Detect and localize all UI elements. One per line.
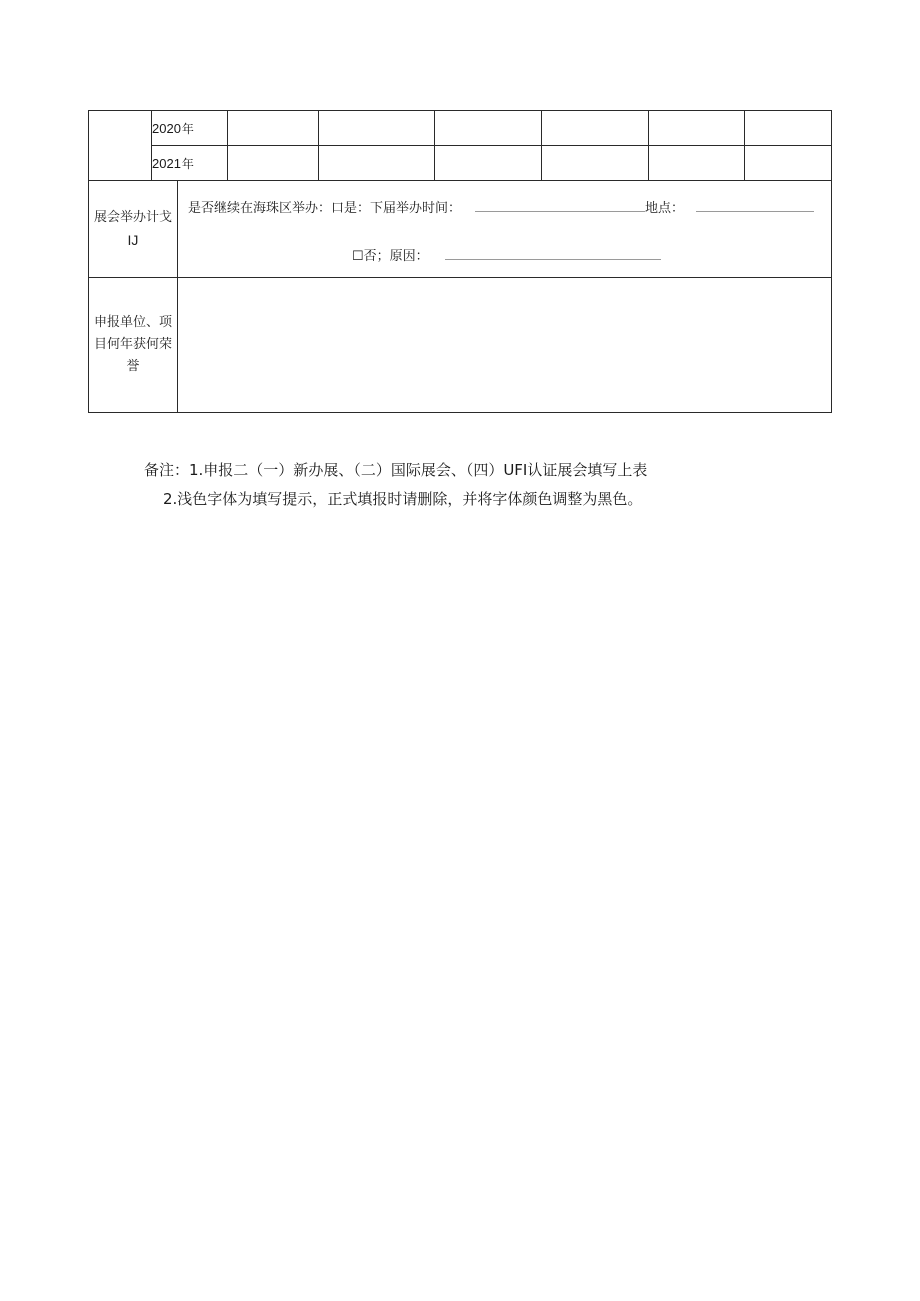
table-cell[interactable]: [745, 111, 832, 146]
year-cell-2020: [152, 111, 228, 146]
table-cell[interactable]: [649, 111, 745, 146]
no-option-text: ☐否；原因：: [352, 249, 429, 264]
table-cell[interactable]: [228, 111, 319, 146]
honor-label-line1: 申报单位、项: [93, 315, 172, 330]
year-group-label-cell: [89, 111, 152, 181]
notes-block: [144, 456, 647, 514]
exhibition-form-table: [88, 110, 832, 413]
honor-content-cell[interactable]: [178, 278, 832, 413]
plan-label-line1: 展会举办计戈: [93, 210, 172, 225]
year-value: 2020: [152, 120, 181, 136]
honor-label-line2: 目何年获何荣: [93, 337, 172, 352]
plan-question-text: 是否继续在海珠区举办：口是：下届举办时间：: [188, 201, 462, 216]
table-cell[interactable]: [745, 146, 832, 181]
reason-blank[interactable]: [445, 247, 661, 260]
plan-content-cell: [178, 181, 832, 278]
table-cell[interactable]: [228, 146, 319, 181]
year-suffix: 年: [181, 156, 194, 171]
honor-label-line3: 誉: [126, 359, 140, 374]
plan-label-line2: IJ: [127, 232, 139, 248]
note-line-2: 2.浅色字体为填写提示，正式填报时请删除，并将字体颜色调整为黑色。: [163, 490, 643, 508]
table-cell[interactable]: [435, 146, 542, 181]
honor-row: [89, 278, 832, 413]
plan-row: [89, 181, 832, 278]
note-line-1: 备注：1.申报二（一）新办展、（二）国际展会、（四）UFI认证展会填写上表: [144, 461, 648, 479]
table-cell[interactable]: [319, 111, 435, 146]
next-time-blank[interactable]: [475, 199, 645, 212]
year-suffix: 年: [181, 121, 194, 136]
year-cell-2021: [152, 146, 228, 181]
year-row-2020: [89, 111, 832, 146]
year-row-2021: [89, 146, 832, 181]
location-label: 地点：: [645, 201, 685, 216]
table-cell[interactable]: [319, 146, 435, 181]
plan-no-line: [352, 245, 661, 264]
plan-label-cell: [89, 181, 178, 278]
honor-label-cell: [89, 278, 178, 413]
table-cell[interactable]: [542, 146, 649, 181]
table-cell[interactable]: [649, 146, 745, 181]
table-cell[interactable]: [542, 111, 649, 146]
location-blank[interactable]: [696, 199, 814, 212]
table-cell[interactable]: [435, 111, 542, 146]
plan-question-line: [188, 197, 814, 216]
year-value: 2021: [152, 155, 181, 171]
